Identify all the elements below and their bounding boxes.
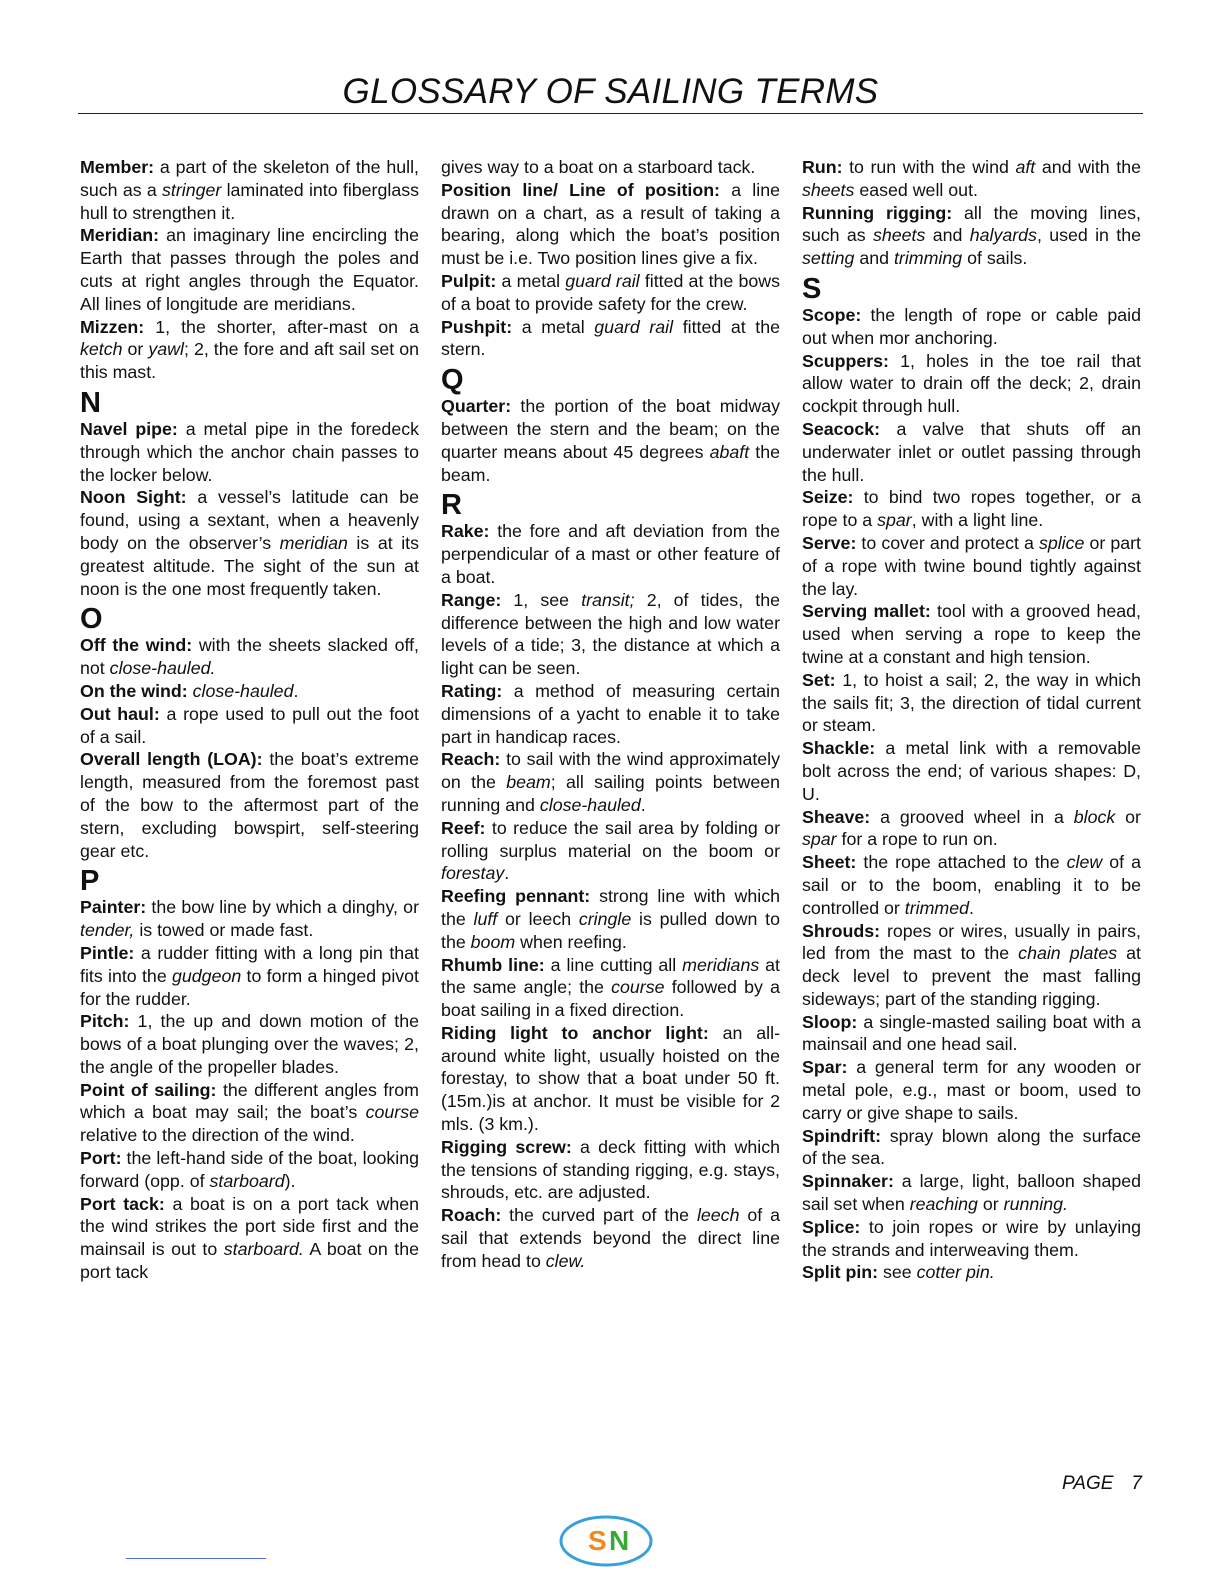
logo-letter-s: S — [588, 1525, 607, 1556]
glossary-entry — [802, 1216, 1141, 1262]
entry-italic-text: course — [611, 977, 665, 998]
entry-text: . — [504, 863, 510, 884]
entry-text: , with a light line. — [911, 510, 1044, 531]
entry-italic-text: close-hauled — [539, 794, 641, 815]
entry-text: 1, the shorter, after-mast on a — [144, 316, 419, 337]
glossary-entry — [441, 179, 780, 270]
entry-term: Spinnaker: — [802, 1171, 894, 1192]
entry-text: or leech — [497, 908, 579, 929]
entry-italic-text: spar — [802, 829, 837, 850]
section-letter-r: R — [441, 489, 462, 522]
entry-text: eased well out. — [854, 179, 978, 200]
page-label: PAGE — [1062, 1473, 1114, 1494]
entry-term: Seacock: — [802, 418, 881, 439]
entry-italic-text: guard rail — [594, 316, 674, 337]
entry-term: Pintle: — [80, 942, 135, 963]
glossary-column-2 — [441, 156, 780, 1273]
entry-text: the curved part of the — [501, 1205, 697, 1226]
entry-italic-text: ketch — [80, 339, 123, 360]
entry-text: or — [977, 1194, 1004, 1215]
entry-term: Scope: — [802, 304, 862, 325]
glossary-entry — [441, 1136, 780, 1204]
entry-text: or — [122, 339, 149, 360]
glossary-entry — [802, 1170, 1141, 1216]
entry-term: Run: — [802, 157, 843, 177]
entry-italic-text: chain plates — [1018, 943, 1118, 964]
entry-text: fitted at the bows of a boat to provide safety for the crew. — [441, 270, 780, 314]
entry-term: Reef: — [441, 817, 486, 838]
entry-italic-text: trimmed — [904, 897, 970, 918]
glossary-entry — [802, 806, 1141, 852]
entry-text: the rope attached to the — [856, 852, 1067, 873]
entry-text: 1, holes in the toe rail that allow water to drain off the deck; 2, drain cockpit through hull. — [802, 350, 1141, 417]
glossary-entry — [802, 202, 1141, 270]
glossary-entry — [80, 1147, 419, 1193]
entry-italic-text: meridian — [279, 532, 348, 553]
entry-text: to bind two ropes together, or a rope to a — [802, 487, 1141, 531]
glossary-entry — [80, 316, 419, 384]
entry-text: is pulled down to the — [441, 908, 780, 952]
glossary-entry — [80, 1010, 419, 1078]
glossary-entry — [441, 1204, 780, 1272]
entry-text: the portion of the boat midway between the stern and the beam; on the quarter means about 45 degrees — [441, 396, 780, 462]
entry-text: an all-around white light, usually hoisted on the forestay, to show that a boat under 50 ft. (15m.)is at anchor. It must be visible for 2 mls. (3 km.). — [441, 1022, 780, 1135]
entry-text: to form a hinged pivot for the rudder. — [80, 965, 419, 1009]
glossary-entry — [80, 634, 419, 680]
entry-italic-text: sheets — [873, 225, 926, 246]
entry-text: laminated into fiberglass hull to strengthen it. — [80, 179, 419, 223]
entry-term: Range: — [441, 589, 502, 610]
entry-term: Member: — [80, 157, 155, 177]
entry-text: the different angles from which a boat may sail; the boat’s — [80, 1079, 419, 1123]
entry-text: fitted at the stern. — [441, 316, 780, 360]
entry-italic-text: starboard. — [223, 1239, 304, 1260]
entry-term: Noon Sight: — [80, 487, 187, 508]
glossary-entry — [441, 316, 780, 362]
entry-term: Pushpit: — [441, 316, 513, 337]
entry-text: . — [640, 794, 646, 815]
entry-italic-text: clew. — [545, 1250, 586, 1271]
glossary-entry — [802, 600, 1141, 668]
entry-text: to run with the wind — [842, 157, 1016, 177]
entry-term: Overall length (LOA): — [80, 749, 263, 770]
entry-term: Rigging screw: — [441, 1136, 572, 1157]
entry-italic-text: luff — [473, 908, 498, 929]
entry-text: when reefing. — [515, 931, 627, 952]
entry-term: Spar: — [802, 1057, 848, 1078]
entry-text: is at its greatest altitude. The sight of the sun at noon is the one most frequently taken. — [80, 532, 419, 599]
entry-italic-text: cringle — [578, 908, 632, 929]
entry-italic-text: running. — [1003, 1194, 1068, 1215]
entry-italic-text: block — [1073, 806, 1116, 827]
entry-italic-text: yawl — [148, 339, 184, 360]
entry-text: a part of the skeleton of the hull, such as a — [80, 157, 419, 200]
entry-italic-text: sheets — [802, 179, 855, 200]
entry-text: the boat’s extreme length, measured from the foremost past of the bow to the aftermost part of the stern, excluding bowspirt, self-steering gear etc. — [80, 749, 419, 861]
entry-term: Sheet: — [802, 852, 857, 873]
entry-term: Navel pipe: — [80, 418, 178, 439]
section-letter-n: N — [80, 386, 101, 419]
entry-text: ; all sailing points between running and — [441, 772, 780, 815]
glossary-entry — [80, 748, 419, 862]
glossary-entry — [802, 1125, 1141, 1171]
entry-term: Sloop: — [802, 1011, 858, 1032]
glossary-entry — [80, 418, 419, 486]
glossary-entry — [80, 156, 419, 224]
entry-text: . — [969, 897, 974, 918]
entry-italic-text: meridians — [682, 954, 760, 975]
entry-italic-text: course — [365, 1102, 419, 1123]
entry-text: followed by a boat sailing in a fixed direction. — [441, 977, 780, 1021]
glossary-entry — [441, 885, 780, 953]
entry-text: 2, of tides, the difference between the high and low water levels of a tide; 3, the distance at which a light can be seen. — [441, 589, 780, 679]
section-letter-o: O — [80, 603, 103, 636]
glossary-entry — [802, 156, 1141, 202]
entry-text: spray blown along the surface of the sea. — [802, 1125, 1141, 1169]
entry-term: Off the wind: — [80, 635, 193, 656]
entry-text: and — [854, 248, 894, 269]
entry-term: Rhumb line: — [441, 954, 545, 975]
entry-term: Reefing pennant: — [441, 886, 591, 907]
entry-term: Rating: — [441, 680, 503, 701]
glossary-entry — [802, 669, 1141, 737]
logo-letter-n: N — [609, 1525, 630, 1556]
glossary-entry — [802, 486, 1141, 532]
entry-term: On the wind: — [80, 680, 188, 701]
glossary-entry — [441, 680, 780, 748]
entry-text: to join ropes or wire by unlaying the strands and interweaving them. — [802, 1216, 1141, 1260]
entry-text: , used in the — [1036, 225, 1141, 246]
glossary-entry — [441, 520, 780, 588]
glossary-entry — [441, 156, 780, 179]
entry-text: the left-hand side of the boat, looking forward (opp. of — [80, 1148, 419, 1191]
glossary-entry — [80, 680, 419, 703]
entry-text: ; 2, the fore and aft sail set on this mast. — [80, 339, 419, 383]
entry-italic-text: beam — [506, 772, 551, 793]
entry-italic-text: guard rail — [565, 270, 640, 291]
entry-text: strong line with which the — [441, 886, 780, 929]
entry-text: a metal pipe in the foredeck through which the anchor chain passes to the locker below. — [80, 418, 419, 485]
entry-text: to reduce the sail area by folding or rolling surplus material on the boom or — [441, 817, 780, 861]
entry-text: relative to the direction of the wind. — [80, 1125, 355, 1146]
entry-italic-text: spar — [877, 510, 912, 531]
entry-term: Split pin: — [802, 1262, 879, 1283]
entry-italic-text: setting — [802, 248, 855, 269]
page-title: GLOSSARY OF SAILING TERMS — [342, 72, 879, 111]
glossary-entry — [802, 350, 1141, 418]
entry-text: a method of measuring certain dimensions of a yacht to enable it to take part in handicap races. — [441, 680, 780, 747]
title-divider — [78, 113, 1143, 114]
glossary-entry — [802, 851, 1141, 919]
entry-italic-text: forestay — [441, 863, 505, 884]
entry-text: with the sheets slacked off, not — [80, 635, 419, 679]
page-number-value: 7 — [1131, 1473, 1142, 1494]
entry-term: Shrouds: — [802, 920, 881, 941]
entry-text: a metal — [496, 270, 566, 291]
glossary-column-1 — [80, 156, 419, 1284]
entry-text: tool with a grooved head, used when serving a rope to keep the twine at a constant and high tension. — [802, 601, 1141, 667]
entry-text: see — [878, 1262, 917, 1283]
entry-text: of a sail that extends beyond the direct line from head to — [441, 1205, 780, 1271]
glossary-entry — [441, 270, 780, 316]
entry-italic-text: tender, — [80, 920, 135, 941]
glossary-entry — [441, 589, 780, 680]
entry-text: a vessel’s latitude can be found, using a sextant, when a heavenly body on the observer’s — [80, 487, 419, 553]
entry-italic-text: reaching — [909, 1194, 978, 1215]
entry-term: Position line/ Line of position: — [441, 179, 720, 200]
entry-term: Out haul: — [80, 703, 160, 724]
glossary-entry — [802, 418, 1141, 486]
entry-text: at deck level to prevent the mast falling sideways; part of the standing rigging. — [802, 943, 1141, 1009]
entry-text: a line drawn on a chart, as a result of taking a bearing, along which the boat’s position must be i.e. Two position lines give a fix. — [441, 179, 780, 269]
entry-text: ropes or wires, usually in pairs, led from the mast to the — [802, 920, 1141, 964]
glossary-column-3 — [802, 156, 1141, 1284]
entry-text: 1, to hoist a sail; 2, the way in which the sails fit; 3, the direction of tidal current or steam. — [802, 669, 1141, 736]
entry-text: a boat is on a port tack when the wind strikes the port side first and the mainsail is out to — [80, 1193, 419, 1260]
entry-term: Splice: — [802, 1216, 861, 1237]
entry-term: Riding light to anchor light: — [441, 1022, 709, 1043]
entry-text: or part of a rope with twine bound tightly against the lay. — [802, 532, 1141, 599]
entry-text: to sail with the wind approximately on the — [441, 749, 780, 793]
glossary-entry — [80, 1193, 419, 1284]
entry-text: the fore and aft deviation from the perpendicular of a mast or other feature of a boat. — [441, 521, 780, 587]
entry-text: a metal link with a removable bolt across the end; of various shapes: D, U. — [802, 738, 1141, 804]
entry-italic-text: close-hauled — [192, 680, 294, 701]
glossary-entry — [802, 1056, 1141, 1124]
section-letter-s: S — [802, 272, 822, 305]
entry-term: Painter: — [80, 897, 147, 918]
entry-term: Port: — [80, 1148, 122, 1169]
glossary-entry — [441, 1022, 780, 1136]
glossary-entry — [80, 942, 419, 1010]
footer-link-line[interactable] — [126, 1558, 266, 1559]
entry-text: 1, the up and down motion of the bows of a boat plunging over the waves; 2, the angle of the propeller blades. — [80, 1011, 419, 1077]
glossary-entry — [802, 920, 1141, 1011]
entry-italic-text: splice — [1038, 532, 1085, 553]
entry-text: a grooved wheel in a — [870, 806, 1074, 827]
glossary-entry — [80, 896, 419, 942]
entry-italic-text: abaft — [709, 441, 750, 462]
entry-term: Quarter: — [441, 396, 512, 417]
entry-text: a rudder fitting with a long pin that fits into the — [80, 942, 419, 986]
entry-text: or — [1115, 806, 1141, 827]
entry-text: the bow line by which a dinghy, or — [146, 897, 419, 918]
entry-text: of sails. — [962, 248, 1028, 269]
entry-term: Port tack: — [80, 1193, 165, 1214]
glossary-entry — [80, 224, 419, 315]
entry-text: . — [293, 680, 299, 701]
entry-text: is towed or made fast. — [134, 920, 314, 941]
entry-italic-text: clew — [1066, 852, 1103, 873]
entry-term: Serving mallet: — [802, 601, 931, 622]
entry-term: Set: — [802, 669, 836, 690]
glossary-entry — [802, 737, 1141, 805]
entry-text: a line cutting all — [544, 954, 683, 975]
entry-italic-text: cotter pin. — [916, 1262, 995, 1283]
glossary-entry — [80, 1079, 419, 1147]
entry-italic-text: aft — [1015, 157, 1036, 177]
entry-text: and — [925, 225, 970, 246]
entry-text: ). — [284, 1170, 296, 1191]
entry-text: 1, see — [501, 589, 582, 610]
entry-text: the beam. — [441, 441, 780, 485]
entry-term: Rake: — [441, 521, 490, 542]
section-letter-q: Q — [441, 364, 464, 397]
section-letter-p: P — [80, 865, 100, 898]
entry-text: A boat on the port tack — [80, 1239, 420, 1283]
entry-term: Reach: — [441, 749, 501, 770]
glossary-entry — [441, 954, 780, 1022]
sn-logo — [558, 1512, 654, 1568]
entry-text: an imaginary line encircling the Earth that passes through the poles and cuts at right angles through the Equator. All lines of longitude are meridians. — [80, 225, 419, 314]
entry-text: a large, light, balloon shaped sail set when — [802, 1171, 1141, 1215]
entry-text: to cover and protect a — [856, 532, 1039, 553]
glossary-entry — [802, 532, 1141, 600]
entry-italic-text: leech — [696, 1205, 740, 1226]
entry-text: a valve that shuts off an underwater inlet or outlet passing through the hull. — [802, 418, 1141, 485]
entry-term: Scuppers: — [802, 350, 889, 371]
entry-term: Mizzen: — [80, 316, 145, 337]
entry-italic-text: stringer — [162, 179, 222, 200]
entry-term: Running rigging: — [802, 202, 953, 223]
entry-term: Pulpit: — [441, 270, 497, 291]
entry-text: a deck fitting with which the tensions of standing rigging, e.g. stays, shrouds, etc. are adjusted. — [441, 1136, 780, 1203]
entry-text: at the same angle; the — [441, 954, 780, 998]
entry-text: of a sail or to the boom, enabling it to be controlled or — [802, 852, 1141, 918]
entry-text: gives way to a boat on a starboard tack. — [441, 157, 756, 177]
page-number — [1000, 1473, 1142, 1495]
glossary-entry — [802, 304, 1141, 350]
glossary-entry — [802, 1011, 1141, 1057]
entry-text: and with the — [1035, 157, 1141, 177]
entry-italic-text: close-hauled. — [109, 658, 216, 679]
glossary-entry — [441, 817, 780, 885]
entry-italic-text: trimming — [893, 248, 963, 269]
entry-text: all the moving lines, such as — [802, 202, 1141, 246]
entry-italic-text: transit; — [581, 589, 635, 610]
entry-text: a metal — [512, 316, 595, 337]
entry-term: Sheave: — [802, 806, 871, 827]
entry-text: a general term for any wooden or metal pole, e.g., mast or boom, used to carry or give shape to sails. — [802, 1057, 1141, 1123]
entry-term: Roach: — [441, 1205, 502, 1226]
entry-italic-text: starboard — [209, 1170, 285, 1191]
entry-term: Shackle: — [802, 738, 876, 759]
entry-term: Serve: — [802, 532, 857, 553]
entry-italic-text: gudgeon — [172, 965, 242, 986]
entry-text: for a rope to run on. — [836, 829, 998, 850]
glossary-entry — [441, 748, 780, 816]
glossary-entry — [80, 703, 419, 749]
entry-term: Pitch: — [80, 1011, 130, 1032]
glossary-entry — [80, 486, 419, 600]
entry-term: Meridian: — [80, 225, 160, 246]
entry-text: the length of rope or cable paid out when mor anchoring. — [802, 304, 1141, 348]
entry-term: Point of sailing: — [80, 1079, 217, 1100]
entry-italic-text: halyards — [969, 225, 1037, 246]
glossary-entry — [441, 395, 780, 486]
entry-text: a rope used to pull out the foot of a sail. — [80, 703, 419, 747]
entry-text: a single-masted sailing boat with a mainsail and one head sail. — [802, 1011, 1141, 1055]
entry-italic-text: boom — [470, 931, 516, 952]
glossary-entry — [802, 1261, 1141, 1284]
entry-term: Seize: — [802, 487, 854, 508]
entry-term: Spindrift: — [802, 1125, 882, 1146]
